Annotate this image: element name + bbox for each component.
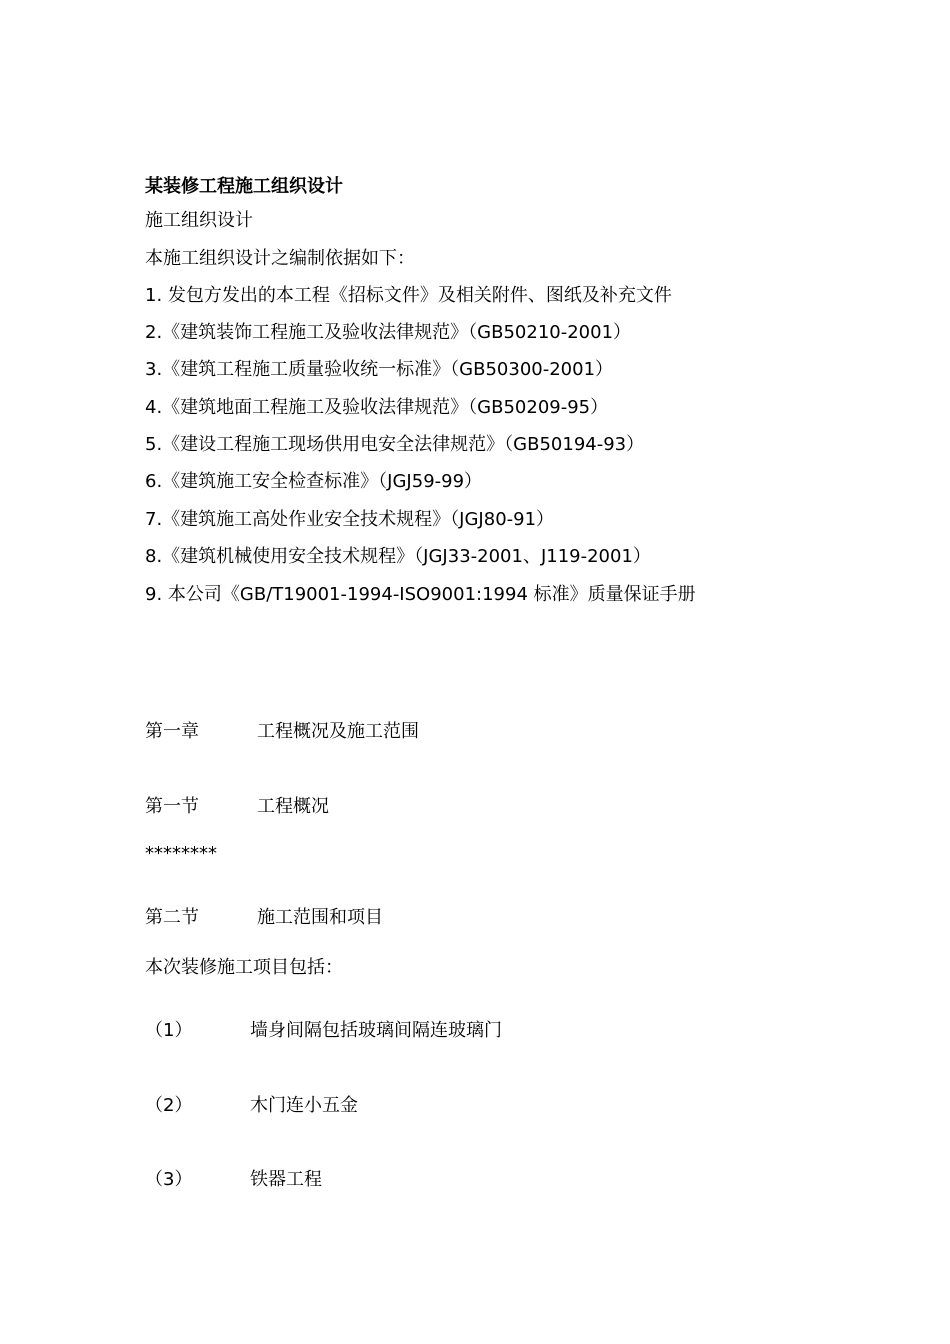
list-item-text: 墙身间隔包括玻璃间隔连玻璃门 [250, 1020, 502, 1041]
list-item [145, 1168, 322, 1192]
list-item-text: 木门连小五金 [250, 1095, 358, 1116]
basis-item-5: 5.《建设工程施工现场供用电安全法律规范》（GB50194-93） [145, 434, 645, 455]
intro-paragraph: 本施工组织设计之编制依据如下： [145, 248, 415, 269]
chapter-label: 第一章 [145, 721, 199, 742]
section-body-2: 本次装修施工项目包括： [145, 957, 343, 978]
section-heading-1 [145, 795, 329, 819]
section-body-1: ******** [145, 843, 217, 864]
list-item [145, 1094, 358, 1118]
basis-item-7: 7.《建筑施工高处作业安全技术规程》（JGJ80-91） [145, 509, 555, 530]
basis-item-9: 9. 本公司《GB/T19001-1994-ISO9001:1994 标准》质量保证手册 [145, 584, 696, 605]
section-title-2: 施工范围和项目 [257, 907, 383, 928]
chapter-title: 工程概况及施工范围 [257, 721, 419, 742]
basis-item-3: 3.《建筑工程施工质量验收统一标准》（GB50300-2001） [145, 359, 614, 380]
document-subtitle: 施工组织设计 [145, 210, 253, 231]
section-label-1: 第一节 [145, 796, 199, 817]
list-item [145, 1019, 502, 1043]
section-heading-2 [145, 906, 383, 930]
list-item-number: （3） [145, 1169, 193, 1190]
list-item-text: 铁器工程 [250, 1169, 322, 1190]
basis-item-4: 4.《建筑地面工程施工及验收法律规范》（GB50209-95） [145, 397, 609, 418]
basis-item-6: 6.《建筑施工安全检查标准》（JGJ59-99） [145, 471, 483, 492]
list-item-number: （2） [145, 1095, 193, 1116]
chapter-heading [145, 720, 419, 744]
basis-item-1: 1. 发包方发出的本工程《招标文件》及相关附件、图纸及补充文件 [145, 285, 672, 306]
section-title-1: 工程概况 [257, 796, 329, 817]
list-item-number: （1） [145, 1020, 193, 1041]
section-label-2: 第二节 [145, 907, 199, 928]
document-title: 某装修工程施工组织设计 [145, 176, 343, 197]
basis-item-8: 8.《建筑机械使用安全技术规程》（JGJ33-2001、J119-2001） [145, 546, 651, 567]
basis-item-2: 2.《建筑装饰工程施工及验收法律规范》（GB50210-2001） [145, 322, 632, 343]
